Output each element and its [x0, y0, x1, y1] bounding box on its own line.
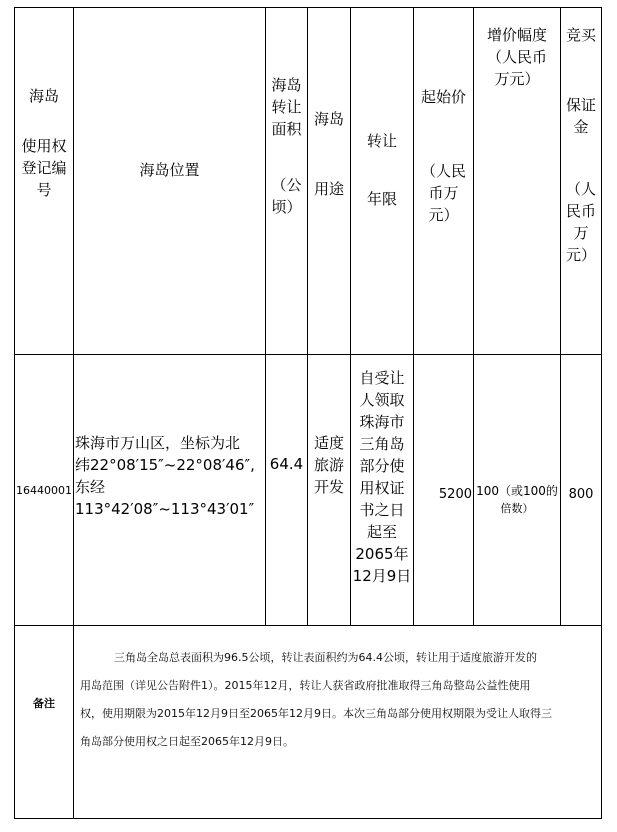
- header-starting-price-line4: 元）: [428, 206, 459, 224]
- col-divider-6: [473, 7, 474, 626]
- header-area-line4: （公: [271, 176, 302, 194]
- header-starting-price-line1: 起始价: [420, 88, 466, 106]
- cell-term: [351, 366, 413, 588]
- term-line5: 部分使: [359, 457, 405, 475]
- header-area: [266, 74, 307, 244]
- increment-line2: 倍数）: [500, 502, 534, 515]
- remarks-line1: 三角岛全岛总表面积为96.5公顷，转让表面积约为64.4公顷，转让用于适度旅游开发的: [114, 651, 537, 664]
- row-divider-data: [14, 625, 602, 626]
- header-area-line1: 海岛: [271, 76, 302, 94]
- cell-purpose: [308, 430, 350, 500]
- header-purpose-line2: 用途: [313, 180, 344, 198]
- header-starting-price: [414, 86, 473, 236]
- remarks-label-text: 备注: [33, 697, 55, 710]
- location-line4: 113°42′08″~113°43′01″: [75, 500, 255, 518]
- row-divider-header: [14, 354, 602, 355]
- purpose-line2: 旅游: [313, 456, 344, 474]
- header-deposit-line5: 民币: [565, 202, 596, 220]
- area-value: 64.4: [269, 455, 304, 473]
- header-spacer: [566, 46, 596, 94]
- term-line10: 12月9日: [352, 567, 412, 585]
- header-purpose-line1: 海岛: [313, 110, 344, 128]
- header-deposit: [561, 24, 601, 304]
- header-spacer: [21, 107, 66, 135]
- header-purpose: [308, 108, 350, 218]
- purpose-line3: 开发: [313, 478, 344, 496]
- location-line3: 东经: [75, 478, 106, 496]
- header-spacer: [367, 152, 397, 188]
- header-increment: [474, 24, 560, 94]
- table-border-bottom: [14, 818, 602, 819]
- remarks-line3: 权，使用期限为2015年12月9日至2065年12月9日。本次三角岛部分使用权期限为受让人取得三: [80, 707, 552, 720]
- header-area-line5: 顷）: [271, 198, 302, 216]
- increment-line1: 100（或100的: [476, 484, 558, 498]
- header-deposit-line3: 金: [573, 118, 589, 136]
- header-increment-line3: 万元）: [494, 70, 540, 88]
- header-registration-no-line2: 使用权: [21, 137, 67, 155]
- term-line1: 自受让: [359, 369, 405, 387]
- header-starting-price-line3: 币万: [428, 184, 459, 202]
- header-deposit-line1: 竞买: [565, 26, 596, 44]
- header-spacer: [271, 140, 301, 174]
- remarks-line2: 用岛范围（详见公告附件1）。2015年12月，转让人获省政府批准取得三角岛整岛公益性使用: [80, 679, 531, 692]
- header-term: [351, 130, 413, 220]
- cell-increment: [474, 482, 560, 522]
- header-deposit-line6: 万: [573, 224, 589, 242]
- col-divider-1: [73, 7, 74, 819]
- col-divider-3: [307, 7, 308, 626]
- deposit-value: 800: [568, 486, 594, 502]
- header-registration-no-line1: 海岛: [28, 87, 59, 105]
- header-increment-line2: （人民币: [486, 48, 547, 66]
- remarks-text: [80, 644, 596, 756]
- table-border-right: [601, 7, 602, 819]
- header-increment-line1: 增价幅度: [486, 26, 547, 44]
- header-spacer: [566, 138, 596, 178]
- cell-area: [266, 452, 307, 476]
- header-deposit-line4: （人: [565, 180, 596, 198]
- registration-no-value: 16440001: [16, 483, 72, 497]
- location-line2: 纬22°08′15″~22°08′46″,: [75, 456, 255, 474]
- header-area-line2: 转让: [271, 98, 302, 116]
- header-registration-no-line3: 登记编: [21, 159, 67, 177]
- term-line6: 用权证: [359, 479, 405, 497]
- purpose-line1: 适度: [313, 434, 344, 452]
- cell-registration-no: [15, 478, 73, 502]
- header-registration-no: [15, 85, 73, 235]
- header-location-text: 海岛位置: [139, 161, 200, 179]
- header-registration-no-line4: 号: [36, 181, 52, 199]
- cell-location: [75, 430, 265, 522]
- header-starting-price-line2: （人民: [420, 162, 466, 180]
- header-area-line3: 面积: [271, 120, 302, 138]
- header-location: [74, 158, 265, 182]
- header-spacer: [314, 130, 344, 178]
- table-border-top: [14, 7, 602, 8]
- term-line7: 书之日: [359, 501, 405, 519]
- term-line9: 2065年: [355, 545, 409, 563]
- location-line1: 珠海市万山区，坐标为北: [75, 434, 241, 452]
- header-deposit-line2: 保证: [565, 96, 596, 114]
- header-spacer: [421, 108, 466, 160]
- header-term-line2: 年限: [366, 190, 397, 208]
- term-line2: 人领取: [359, 391, 405, 409]
- term-line4: 三角岛: [359, 435, 405, 453]
- remarks-label: [15, 692, 73, 714]
- starting-price-value: 5200: [438, 486, 472, 502]
- header-term-line1: 转让: [366, 132, 397, 150]
- header-deposit-line7: 元）: [565, 246, 596, 264]
- term-line8: 起至: [366, 523, 397, 541]
- term-line3: 珠海市: [359, 413, 405, 431]
- remarks-line4: 角岛部分使用权之日起至2065年12月9日。: [80, 735, 294, 748]
- cell-deposit: [561, 484, 601, 504]
- cell-starting-price: [414, 484, 472, 504]
